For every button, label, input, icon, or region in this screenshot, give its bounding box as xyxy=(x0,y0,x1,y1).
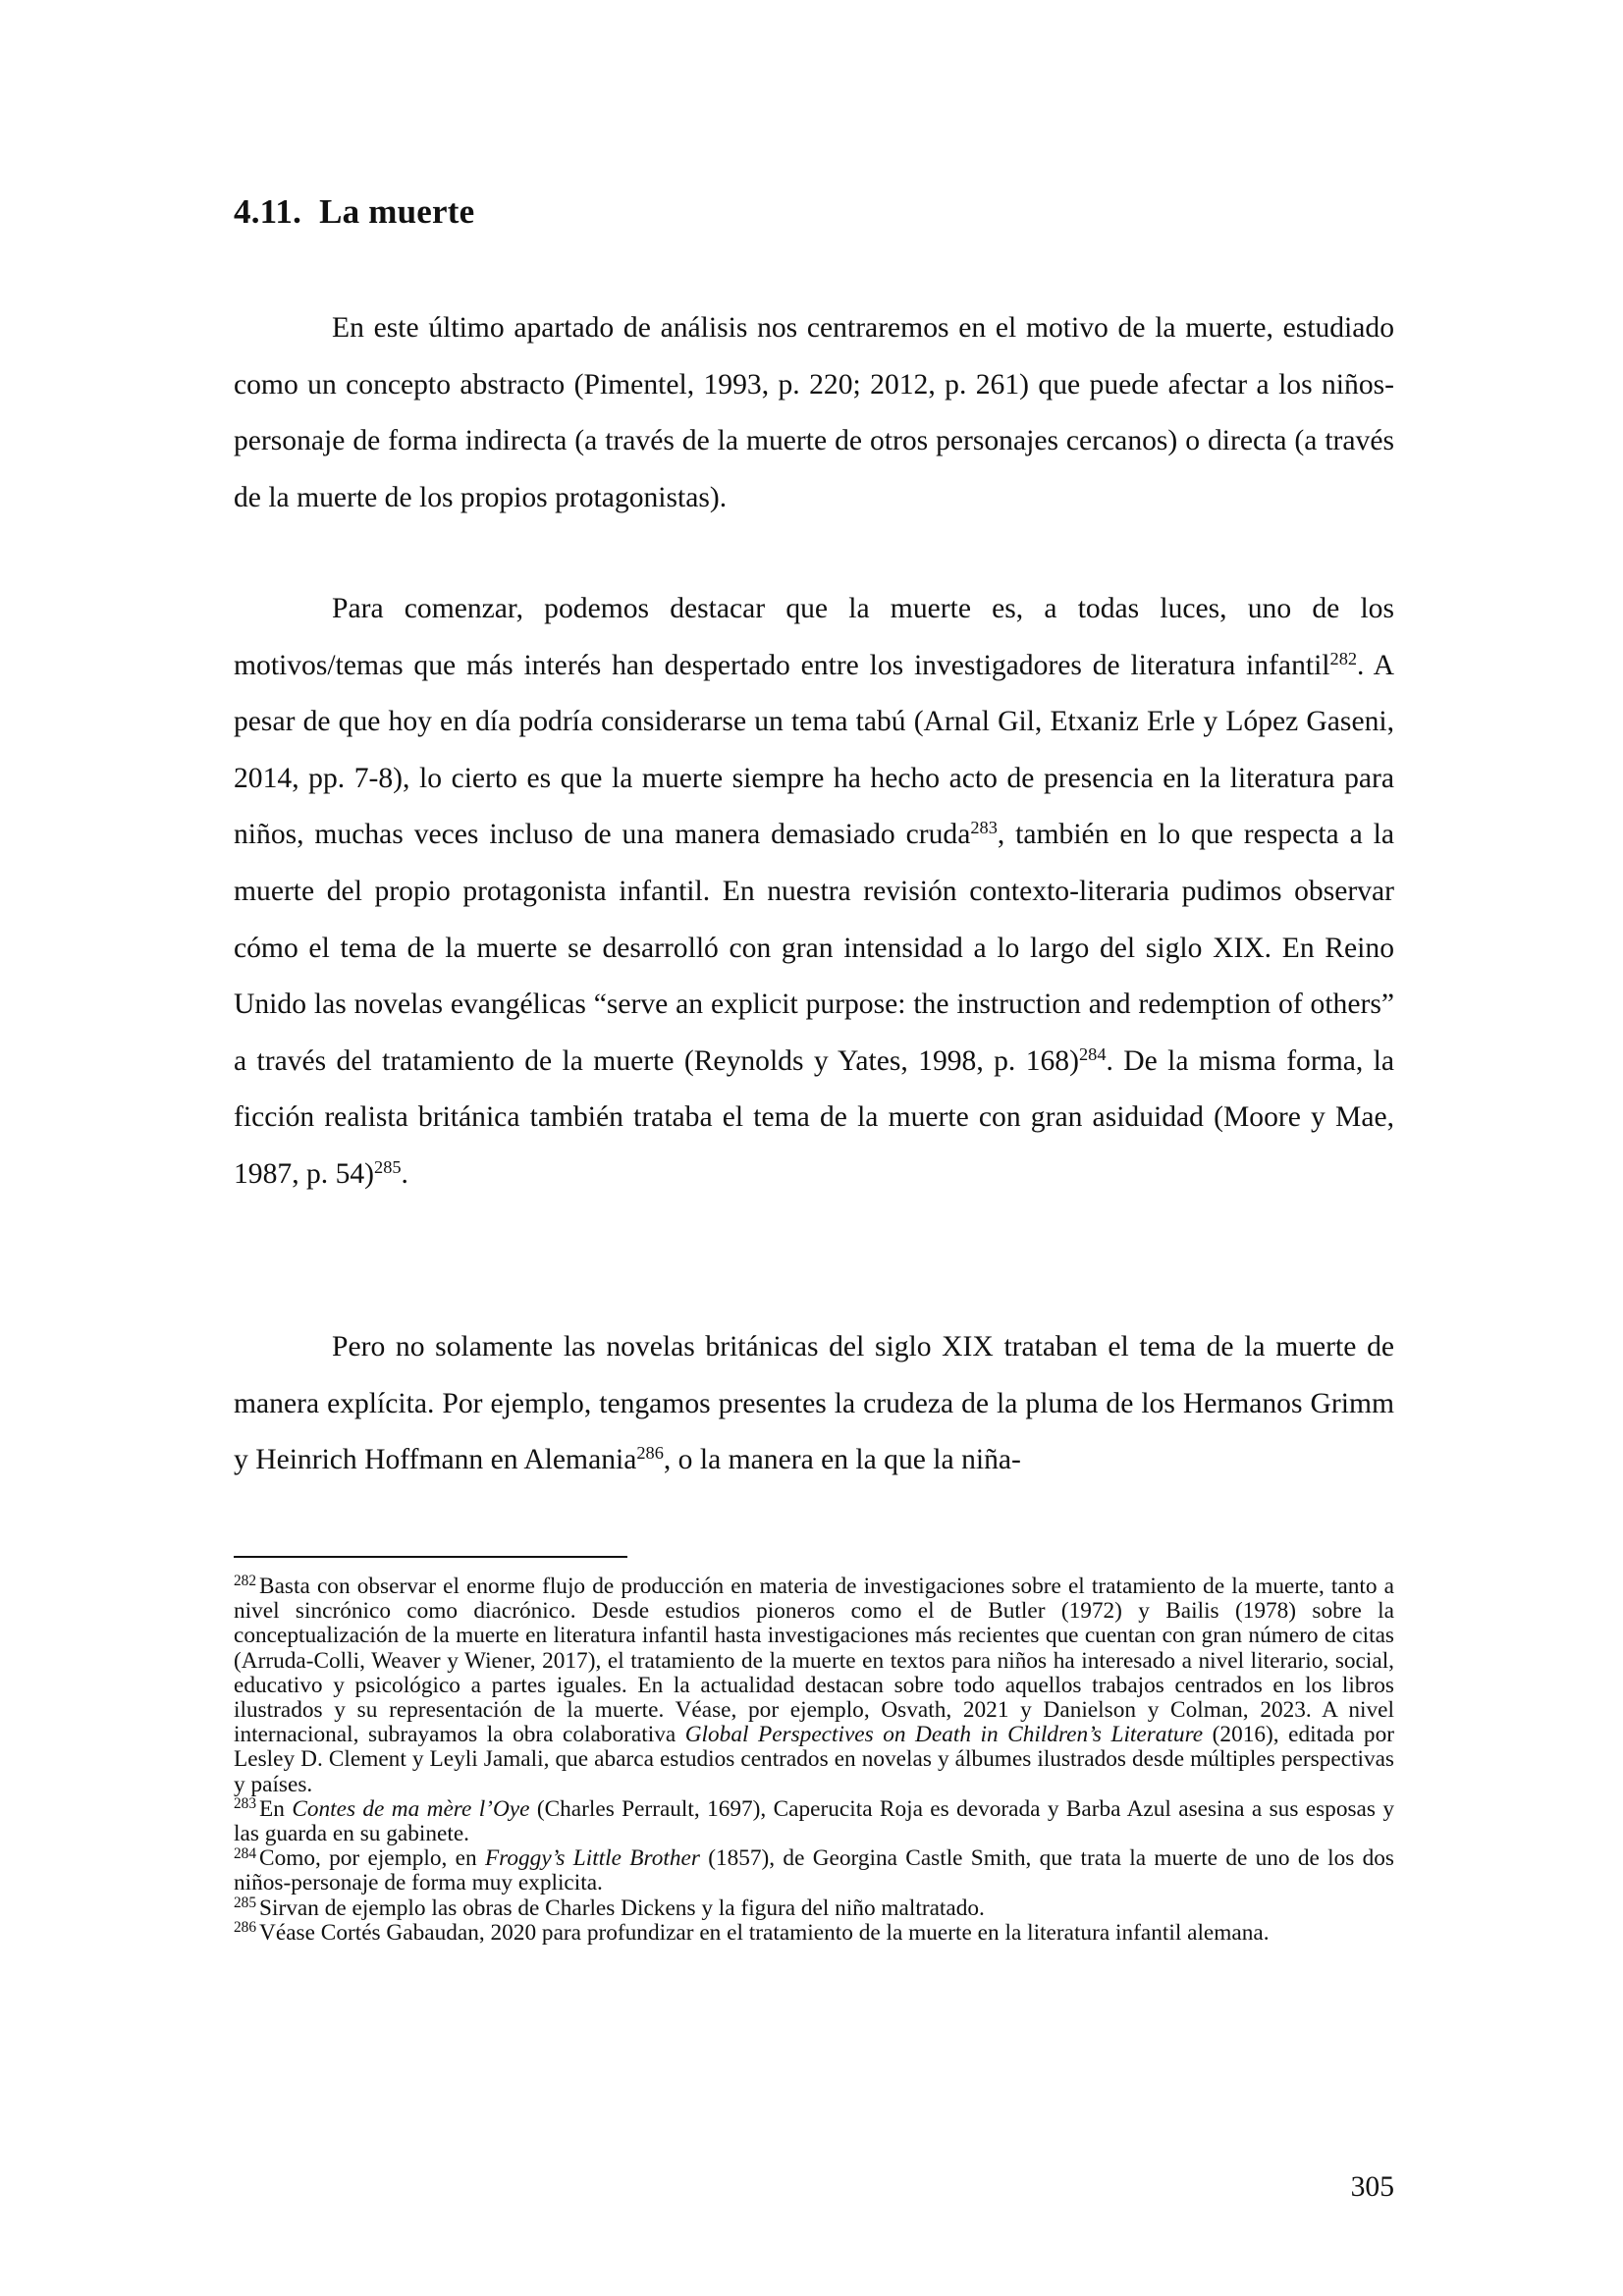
footnote-285 xyxy=(234,1896,1394,1921)
footnote-283-book-title: Contes de ma mère l’Oye xyxy=(292,1795,530,1822)
footnote-286 xyxy=(234,1921,1394,1946)
paragraph-3 xyxy=(234,1319,1394,1489)
section-heading xyxy=(234,192,474,232)
footnote-284 xyxy=(234,1846,1394,1896)
footnote-283-text-b: (Charles Perrault, 1697), Caperucita Roja es devorada y Barba Azul asesina a sus esposas y las guarda en su gabinete. xyxy=(234,1795,1394,1847)
footnote-number-284: 284 xyxy=(234,1844,257,1862)
footnote-ref-282[interactable]: 282 xyxy=(1329,648,1358,668)
footnotes xyxy=(234,1575,1394,1946)
section-number: 4.11. xyxy=(234,192,302,231)
paragraph-2-part-d: . De la misma forma, la ficción realista británica también trataba el tema de la muerte con gran asiduidad (Moore y Mae, 1987, p. 54) xyxy=(234,1044,1394,1190)
footnote-number-285: 285 xyxy=(234,1894,257,1911)
page-number: 305 xyxy=(1350,2171,1394,2203)
footnote-286-text: Véase Cortés Gabaudan, 2020 para profundizar en el tratamiento de la muerte en la literatura infantil alemana. xyxy=(259,1919,1270,1946)
paragraph-1-text: En este último apartado de análisis nos centraremos en el motivo de la muerte, estudiado como un concepto abstracto (Pimentel, 1993, p. 220; 2012, p. 261) que puede afectar a los niños-personaje de forma indirecta (a través de la muerte de otros personajes cercanos) o directa (a través de la muerte de los propios protagonistas). xyxy=(234,312,1394,513)
footnote-284-text-a: Como, por ejemplo, en xyxy=(259,1845,485,1872)
paragraph-2-text xyxy=(234,581,1394,1203)
footnote-number-286: 286 xyxy=(234,1919,257,1937)
footnote-282-text-a: Basta con observar el enorme flujo de producción en materia de investigaciones sobre el tratamiento de la muerte, tanto a nivel sincrónico como diacrónico. Desde estudios pioneros como el de Butler (1972) y Bailis (1978) sobre la conceptualización de la muerte en literatura infantil hasta investigaciones más recientes que cuentan con gran número de citas (Arruda-Colli, Weaver y Wiener, 2017), el tratamiento de la muerte en textos para niños ha interesado a nivel literario, social, educativo y psicológico a partes iguales. En la actualidad destacan sobre todo aquellos trabajos centrados en los libros ilustrados y su representación de la muerte. Véase, por ejemplo, Osvath, 2021 y Danielson y Colman, 2023. A nivel internacional, subrayamos la obra colaborativa xyxy=(234,1574,1394,1748)
paragraph-2-part-b: . A pesar de que hoy en día podría considerarse un tema tabú (Arnal Gil, Etxaniz Erle y López Gaseni, 2014, pp. 7-8), lo cierto es que la muerte siempre ha hecho acto de presencia en la literatura para niños, muchas veces incluso de una manera demasiado cruda xyxy=(234,649,1394,851)
footnote-ref-284[interactable]: 284 xyxy=(1078,1043,1107,1064)
footnote-283-text-a: En xyxy=(259,1795,293,1822)
footnote-ref-286[interactable]: 286 xyxy=(636,1443,664,1464)
footnote-ref-285[interactable]: 285 xyxy=(374,1156,402,1177)
footnote-285-text: Sirvan de ejemplo las obras de Charles Dickens y la figura del niño maltratado. xyxy=(259,1895,985,1921)
paragraph-2-part-a: Para comenzar, podemos destacar que la muerte es, a todas luces, uno de los motivos/temas que más interés han despertado entre los investigadores de literatura infantil xyxy=(234,593,1394,681)
footnote-284-text-b: (1857), de Georgina Castle Smith, que trata la muerte de uno de los dos niños-personaje de forma muy explicita. xyxy=(234,1845,1394,1896)
paragraph-2-part-c: , también en lo que respecta a la muerte del propio protagonista infantil. En nuestra revisión contexto-literaria pudimos observar cómo el tema de la muerte se desarrolló con gran intensidad a lo largo del siglo XIX. En Reino Unido las novelas evangélicas “serve an explicit purpose: the instruction and redemption of others” a través del tratamiento de la muerte (Reynolds y Yates, 1998, p. 168) xyxy=(234,819,1394,1077)
footnote-283 xyxy=(234,1797,1394,1846)
paragraph-1 xyxy=(234,300,1394,526)
footnote-282-book-title: Global Perspectives on Death in Children’s Literature xyxy=(684,1722,1204,1748)
footnote-282 xyxy=(234,1575,1394,1797)
footnote-284-book-title: Froggy’s Little Brother xyxy=(484,1845,700,1872)
footnote-282-text-b: (2016), editada por Lesley D. Clement y Leyli Jamali, que abarca estudios centrados en novelas y álbumes ilustrados desde múltiples perspectivas y países. xyxy=(234,1722,1394,1797)
paragraph-3-part-b: , o la manera en la que la niña- xyxy=(663,1444,1021,1476)
footnote-ref-283[interactable]: 283 xyxy=(970,818,998,838)
paragraph-2-part-e: . xyxy=(401,1157,408,1190)
footnote-number-282: 282 xyxy=(234,1573,257,1590)
paragraph-3-part-a: Pero no solamente las novelas británicas del siglo XIX trataban el tema de la muerte de manera explícita. Por ejemplo, tengamos presentes la crudeza de la pluma de los Hermanos Grimm y Heinrich Hoffmann en Alemania xyxy=(234,1331,1394,1476)
paragraph-3-text xyxy=(234,1319,1394,1489)
footnote-number-283: 283 xyxy=(234,1795,257,1813)
footnote-separator xyxy=(234,1556,627,1558)
paragraph-2 xyxy=(234,581,1394,1203)
section-title: La muerte xyxy=(319,192,475,231)
